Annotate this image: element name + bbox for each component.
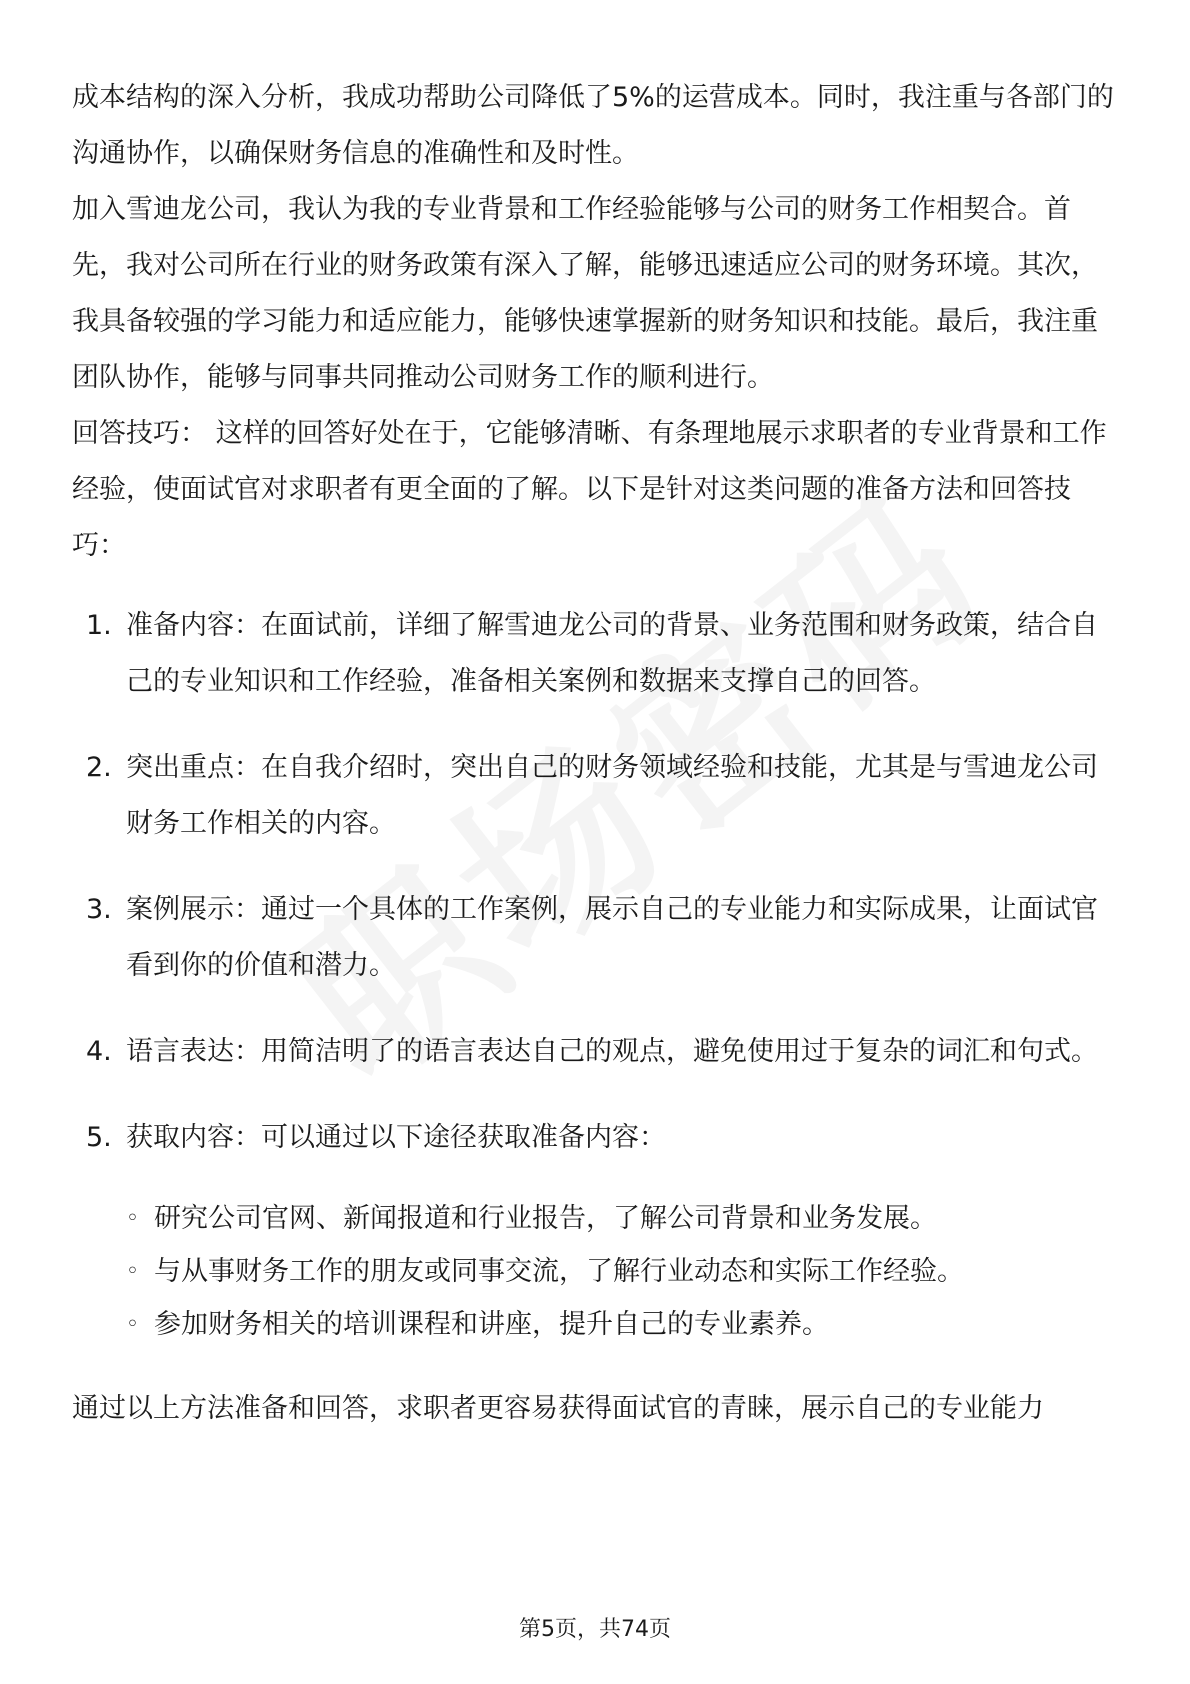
paragraph-answer-tips: 回答技巧： 这样的回答好处在于，它能够清晰、有条理地展示求职者的专业背景和工作经验，使面试官对求职者有更全面的了解。以下是针对这类问题的准备方法和回答技巧： — [72, 418, 1107, 561]
list-item-number: 2. — [86, 752, 112, 783]
list-item-number: 4. — [86, 1036, 112, 1067]
page-number-footer: 第5页，共74页 — [519, 1617, 671, 1642]
sub-list — [126, 1192, 1122, 1351]
sub-list-item-text: 与从事财务工作的朋友或同事交流，了解行业动态和实际工作经验。 — [154, 1256, 964, 1287]
list-item — [72, 598, 1122, 710]
sub-list-item — [126, 1298, 1122, 1351]
list-item — [72, 1024, 1122, 1080]
bullet-icon: ◦ — [126, 1312, 139, 1337]
document-body — [72, 70, 1122, 1437]
sub-list-item-text: 参加财务相关的培训课程和讲座，提升自己的专业素养。 — [154, 1309, 829, 1340]
list-item-number: 5. — [86, 1122, 112, 1153]
paragraph-conclusion: 通过以上方法准备和回答，求职者更容易获得面试官的青睐，展示自己的专业能力 — [72, 1393, 1044, 1424]
list-item-number: 1. — [86, 610, 112, 641]
list-item — [72, 1110, 1122, 1351]
bullet-icon: ◦ — [126, 1206, 139, 1231]
list-item — [72, 882, 1122, 994]
sub-list-item — [126, 1245, 1122, 1298]
bullet-icon: ◦ — [126, 1259, 139, 1284]
list-item-text: 准备内容：在面试前，详细了解雪迪龙公司的背景、业务范围和财务政策，结合自己的专业知识和工作经验，准备相关案例和数据来支撑自己的回答。 — [126, 610, 1098, 697]
list-item-number: 3. — [86, 894, 112, 925]
tips-list — [72, 598, 1122, 1351]
paragraph-fit: 加入雪迪龙公司，我认为我的专业背景和工作经验能够与公司的财务工作相契合。首先，我对公司所在行业的财务政策有深入了解，能够迅速适应公司的财务环境。其次，我具备较强的学习能力和适应能力，能够快速掌握新的财务知识和技能。最后，我注重团队协作，能够与同事共同推动公司财务工作的顺利进行。 — [72, 194, 1098, 393]
paragraph-cost-analysis: 成本结构的深入分析，我成功帮助公司降低了5%的运营成本。同时，我注重与各部门的沟通协作，以确保财务信息的准确性和及时性。 — [72, 82, 1114, 169]
list-item-text: 案例展示：通过一个具体的工作案例，展示自己的专业能力和实际成果，让面试官看到你的价值和潜力。 — [126, 894, 1098, 981]
sub-list-item — [126, 1192, 1122, 1245]
list-item-text: 突出重点：在自我介绍时，突出自己的财务领域经验和技能，尤其是与雪迪龙公司财务工作相关的内容。 — [126, 752, 1098, 839]
list-item-text: 获取内容：可以通过以下途径获取准备内容： — [126, 1122, 666, 1153]
list-item-text: 语言表达：用简洁明了的语言表达自己的观点，避免使用过于复杂的词汇和句式。 — [126, 1036, 1098, 1067]
list-item — [72, 740, 1122, 852]
sub-list-item-text: 研究公司官网、新闻报道和行业报告，了解公司背景和业务发展。 — [154, 1203, 937, 1234]
